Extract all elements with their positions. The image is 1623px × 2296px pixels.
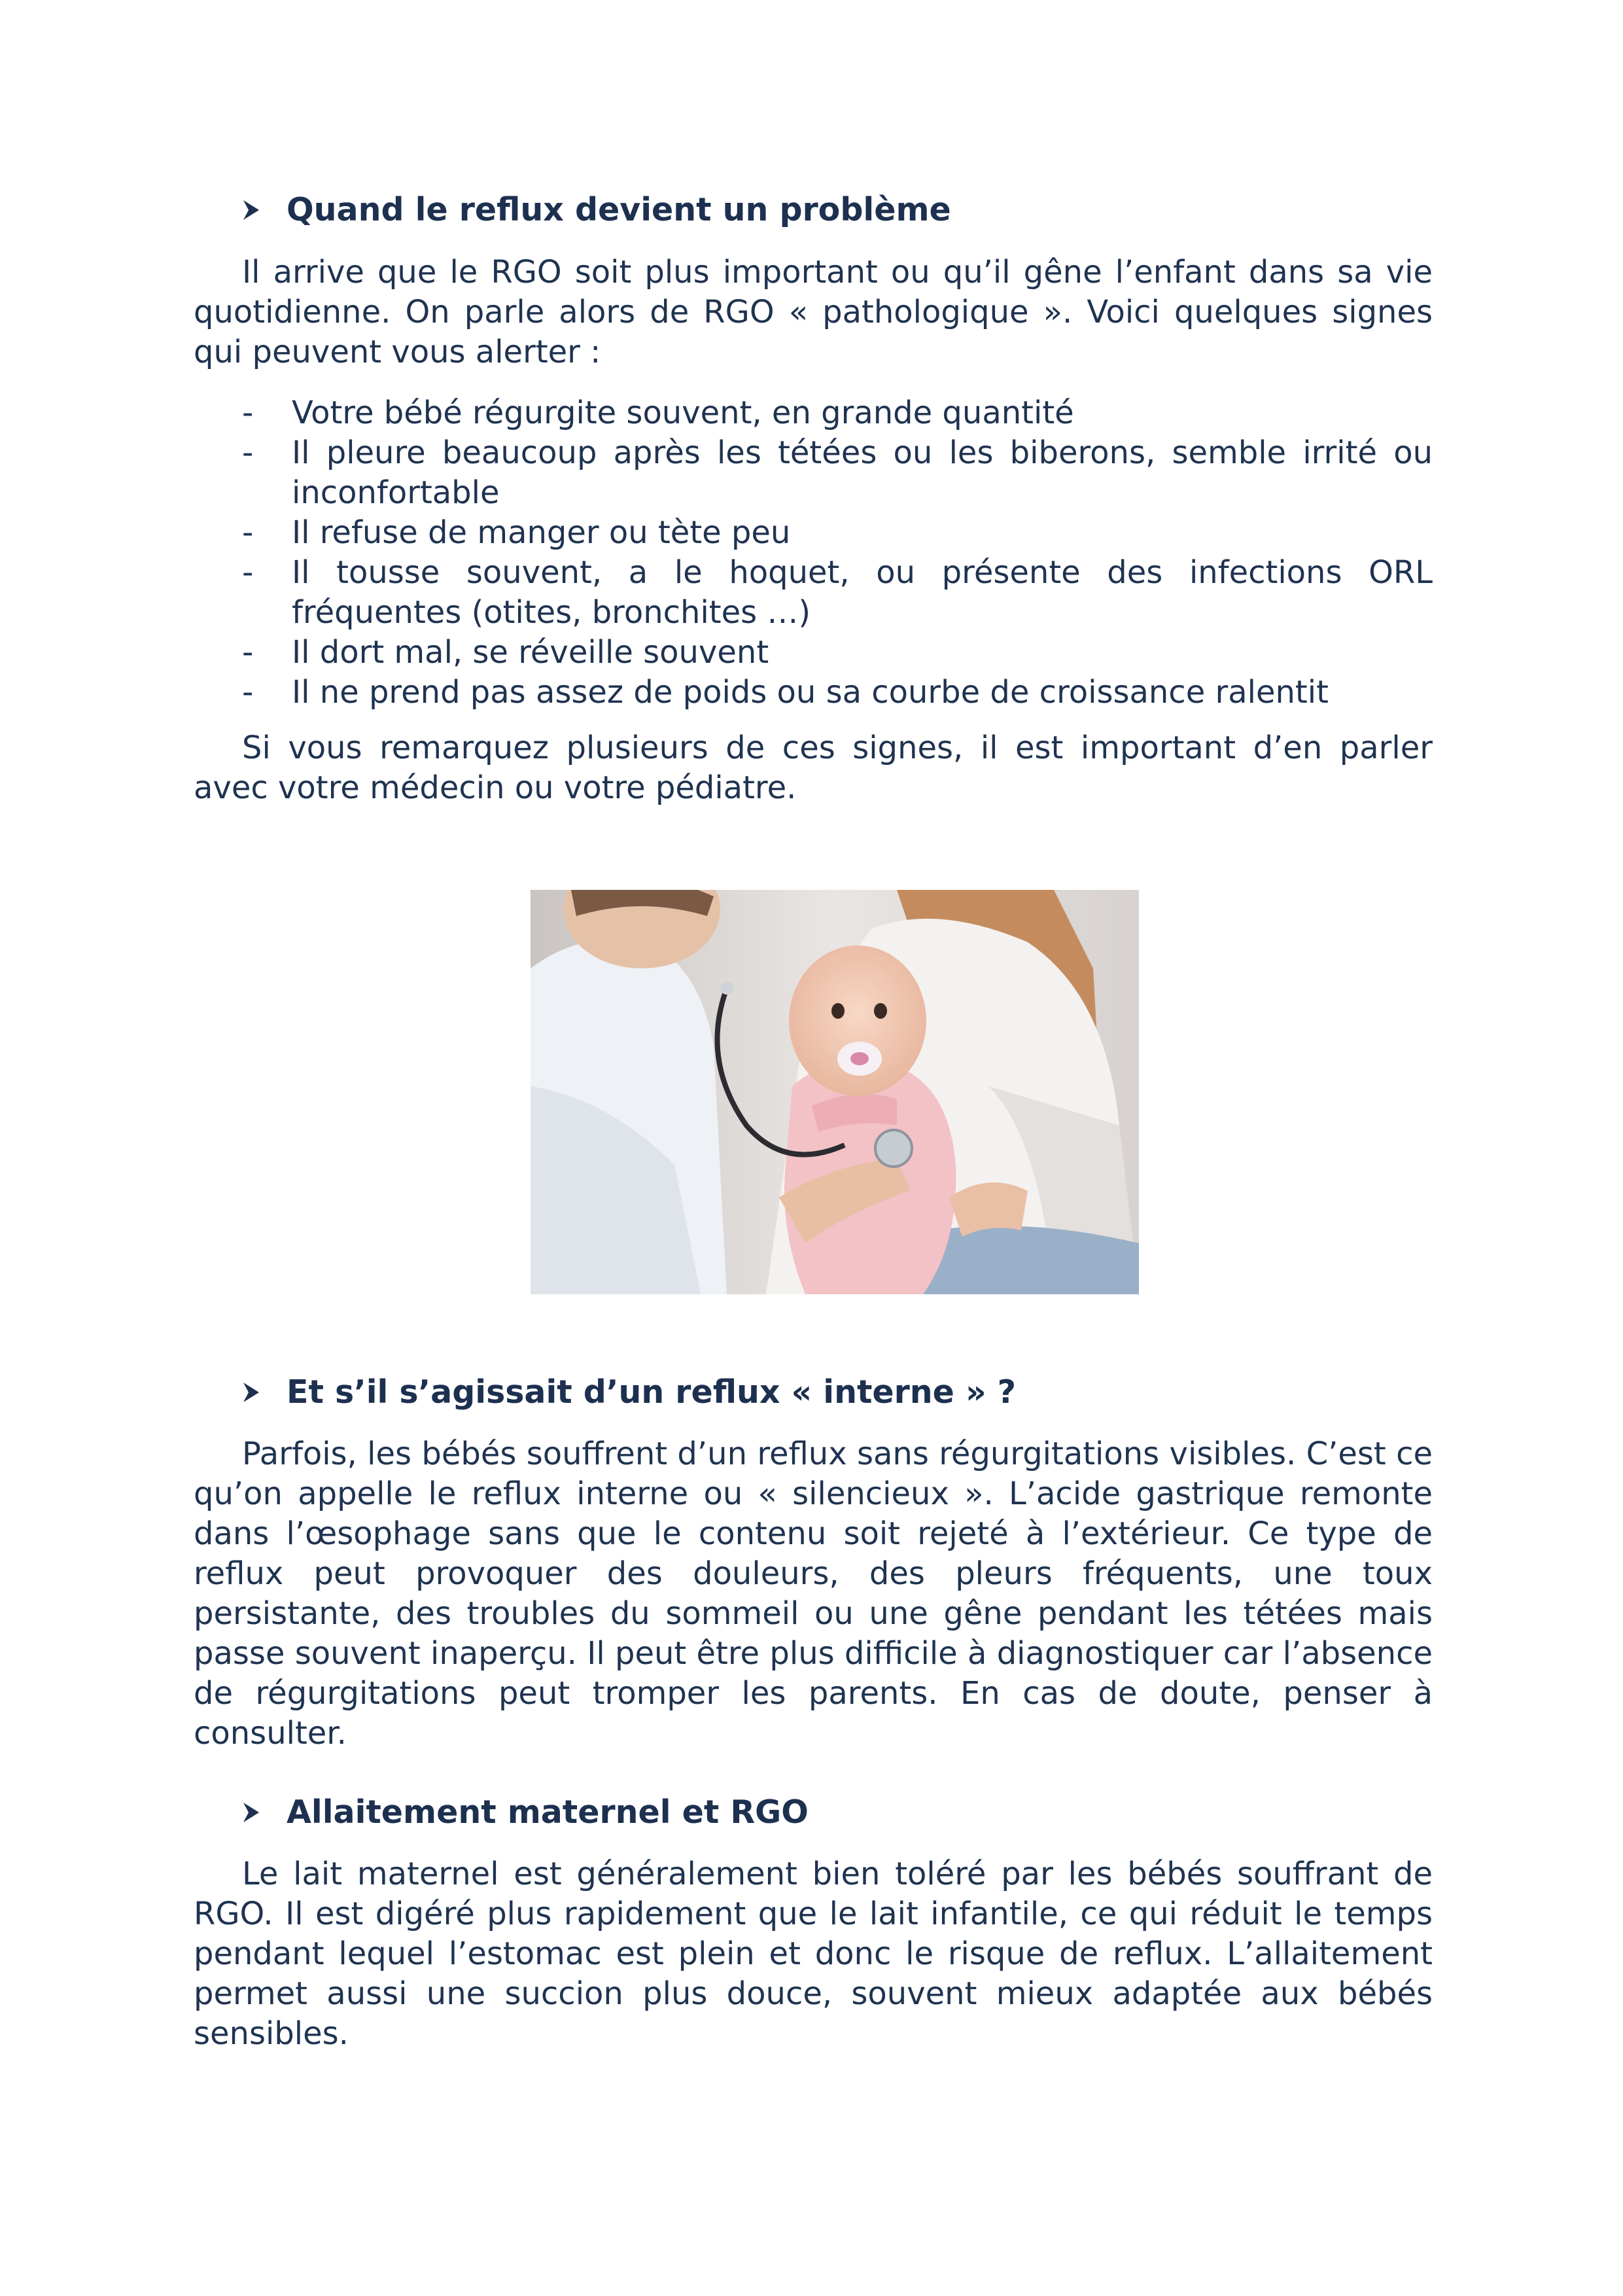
paragraph-text: Il arrive que le RGO soit plus important ou qu’il gêne l’enfant dans sa vie quotidienne. On parle alors de RGO « pathologique ». Voici quelques signes qui peuvent vous alerter : bbox=[194, 254, 1433, 370]
paragraph-text: Parfois, les bébés souffrent d’un reflux sans régurgitations visibles. C’est ce qu’on appelle le reflux interne ou « silencieux ». L’acide gastrique remonte dans l’œsophage sans que le contenu soit rejeté à l’extérieur. Ce type de reflux peut provoquer des douleurs, des pleurs fréquents, une toux persistante, des troubles du sommeil ou une gêne pendant les tétées mais passe souvent inaperçu. Il peut être plus difficile à diagnostiquer car l’absence de régurgitations peut tromper les parents. En cas de doute, penser à consulter. bbox=[194, 1436, 1433, 1752]
section-heading-text: Quand le reflux devient un problème bbox=[287, 191, 951, 228]
section-heading bbox=[242, 191, 951, 228]
list-item: - Votre bébé régurgite souvent, en grande quantité bbox=[242, 395, 1074, 431]
list-item-text: Il refuse de manger ou tète peu bbox=[292, 514, 791, 551]
list-item-text: Il tousse souvent, a le hoquet, ou présente des infections ORL fréquentes (otites, bronchites …) bbox=[292, 554, 1433, 631]
list-item-text: Il pleure beaucoup après les tétées ou les biberons, semble irrité ou inconfortable bbox=[292, 434, 1433, 511]
arrowhead-bullet-icon bbox=[242, 1381, 260, 1404]
list-item-text: Il ne prend pas assez de poids ou sa courbe de croissance ralentit bbox=[292, 674, 1329, 711]
paragraph bbox=[194, 1434, 1433, 1754]
section-heading-text: Et s’il s’agissait d’un reflux « interne » ? bbox=[287, 1373, 1017, 1411]
section-heading bbox=[242, 1373, 1016, 1411]
list-item: - Il pleure beaucoup après les tétées ou les biberons, semble irrité ou inconfortable bbox=[242, 434, 1433, 511]
arrowhead-bullet-icon bbox=[242, 199, 260, 221]
paragraph-text: Le lait maternel est généralement bien toléré par les bébés souffrant de RGO. Il est digéré plus rapidement que le lait infantile, ce qui réduit le temps pendant lequel l’estomac est plein et donc le risque de reflux. L’allaitement permet aussi une succion plus douce, souvent mieux adaptée aux bébés sensibles. bbox=[194, 1856, 1433, 2052]
signs-list bbox=[194, 393, 1433, 713]
section-heading bbox=[242, 1793, 809, 1831]
list-item-text: Votre bébé régurgite souvent, en grande quantité bbox=[292, 395, 1074, 431]
section-heading-text: Allaitement maternel et RGO bbox=[287, 1793, 809, 1831]
list-item: - Il tousse souvent, a le hoquet, ou présente des infections ORL fréquentes (otites, bronchites …) bbox=[242, 554, 1433, 631]
paragraph bbox=[194, 728, 1433, 808]
paragraph-text: Si vous remarquez plusieurs de ces signes, il est important d’en parler avec votre médecin ou votre pédiatre. bbox=[194, 730, 1433, 806]
list-item-text: Il dort mal, se réveille souvent bbox=[292, 634, 769, 671]
paragraph bbox=[194, 1854, 1433, 2054]
list-item: - Il refuse de manger ou tète peu bbox=[242, 514, 791, 551]
doctor-baby-photo bbox=[531, 890, 1139, 1294]
list-item: - Il dort mal, se réveille souvent bbox=[242, 634, 769, 671]
paragraph bbox=[194, 253, 1433, 372]
list-item: - Il ne prend pas assez de poids ou sa courbe de croissance ralentit bbox=[242, 674, 1329, 711]
photo-illustration bbox=[531, 890, 1139, 1294]
arrowhead-bullet-icon bbox=[242, 1801, 260, 1824]
